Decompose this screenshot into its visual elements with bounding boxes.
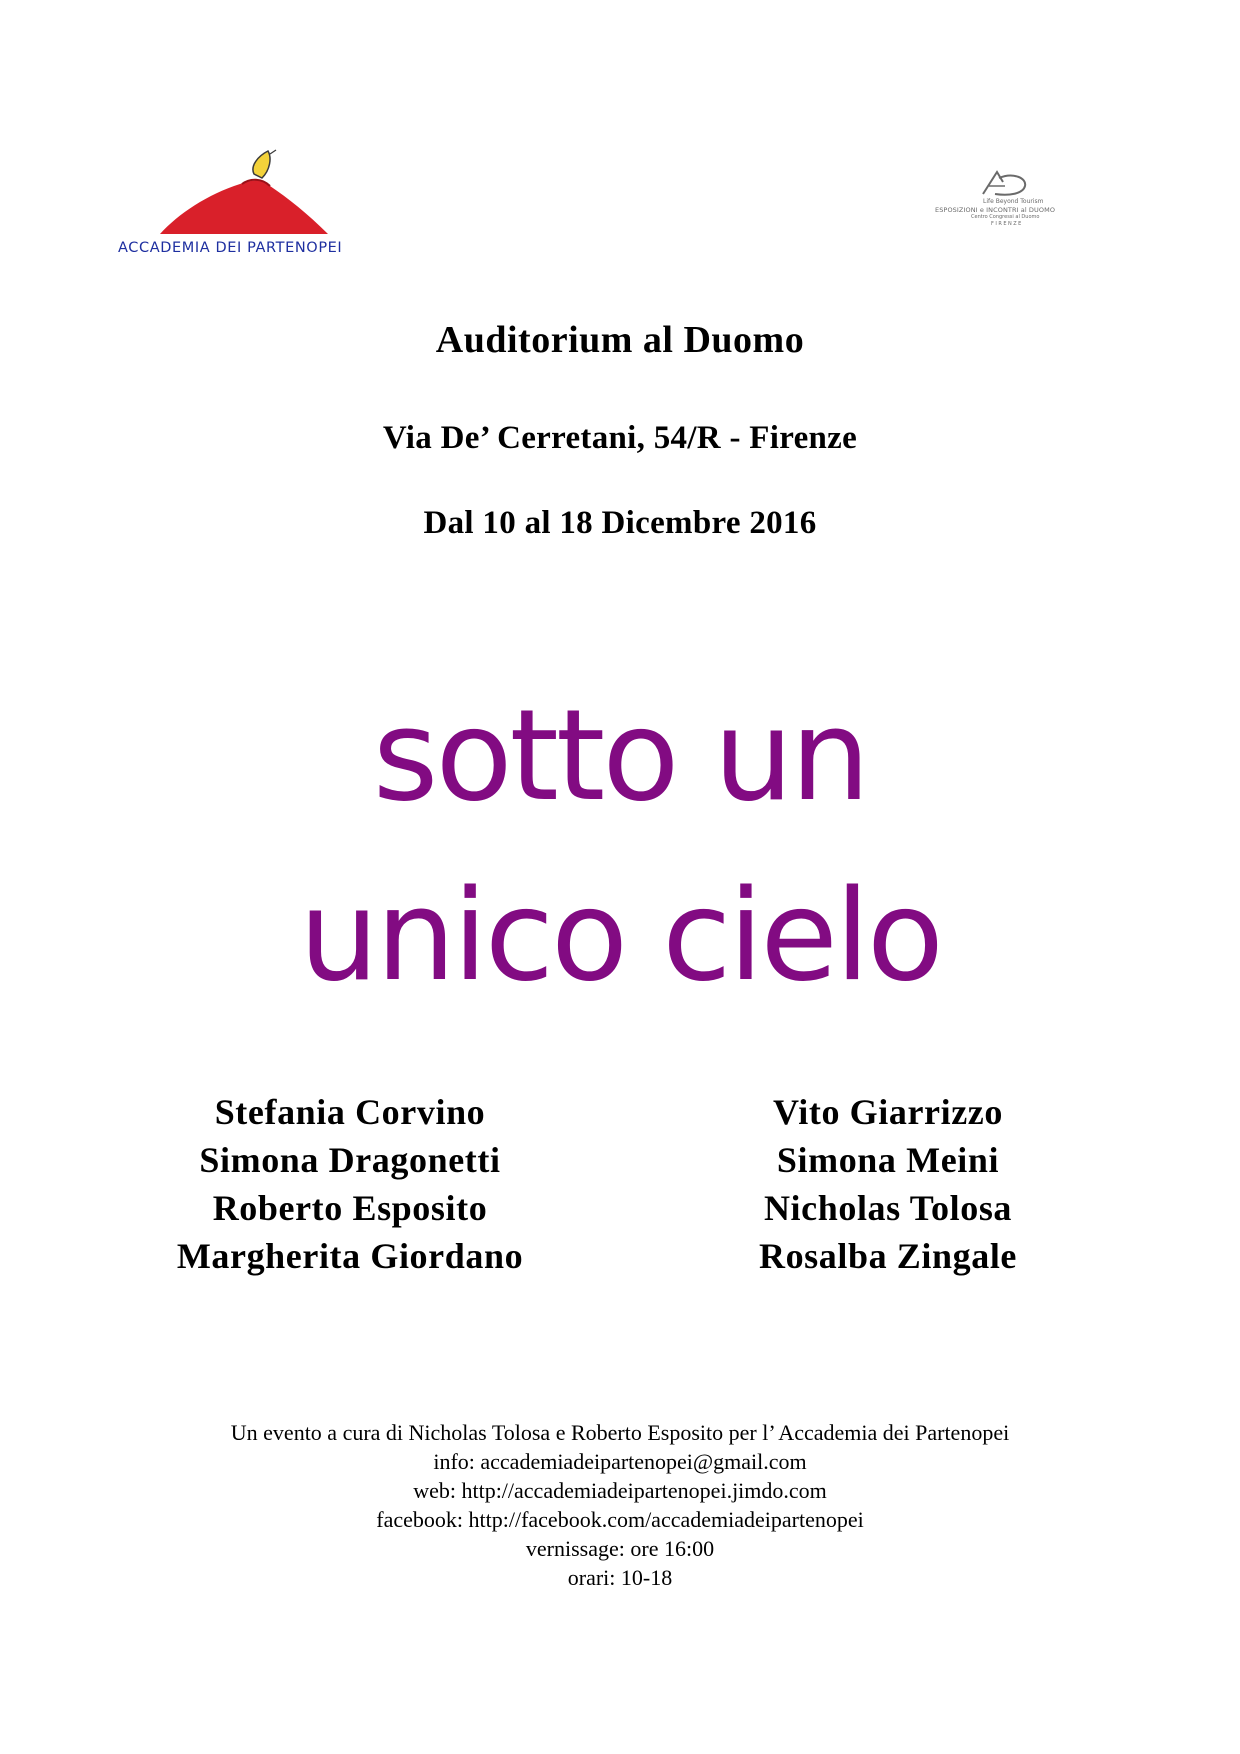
- volcano-icon: [158, 148, 338, 240]
- website-link: web: http://accademiadeipartenopei.jimdo.com: [413, 1478, 827, 1503]
- auditorium-logo-city: FIRENZE: [991, 221, 1023, 227]
- auditorium-logo: [935, 168, 1085, 238]
- artist-name: Nicholas Tolosa: [763, 1188, 1013, 1228]
- artist-name: Stefania Corvino: [214, 1092, 486, 1132]
- exhibition-title-line-1: sotto un: [372, 682, 868, 829]
- curators-line: Un evento a cura di Nicholas Tolosa e Roberto Esposito per l’ Accademia dei Partenopei: [230, 1420, 1010, 1445]
- opening-hours: orari: 10-18: [567, 1565, 673, 1590]
- venue-name: Auditorium al Duomo: [435, 319, 805, 361]
- venue-address: Via De’ Cerretani, 54/R - Firenze: [382, 420, 858, 456]
- auditorium-logo-subname: Centro Congressi al Duomo: [971, 214, 1040, 220]
- facebook-link: facebook: http://facebook.com/accademiadeipartenopei: [376, 1507, 864, 1532]
- vernissage-time: vernissage: ore 16:00: [525, 1536, 715, 1561]
- accademia-logo-label: ACCADEMIA DEI PARTENOPEI: [118, 240, 343, 256]
- artist-list-right: [638, 1088, 1138, 1280]
- event-dates: Dal 10 al 18 Dicembre 2016: [423, 505, 817, 541]
- auditorium-logo-name: ESPOSIZIONI e INCONTRI al DUOMO: [935, 206, 1056, 214]
- ad-monogram-icon: [979, 168, 1039, 198]
- artist-name: Rosalba Zingale: [758, 1236, 1018, 1276]
- artist-name: Margherita Giordano: [176, 1236, 524, 1276]
- artist-name: Roberto Esposito: [212, 1188, 488, 1228]
- artist-name: Vito Giarrizzo: [773, 1092, 1003, 1132]
- artist-list-left: [100, 1088, 600, 1280]
- event-footer: [0, 1418, 1240, 1592]
- artist-name: Simona Dragonetti: [199, 1140, 501, 1180]
- exhibition-title-line-2: unico cielo: [298, 862, 942, 1009]
- accademia-logo: [118, 148, 378, 260]
- info-email: info: accademiadeipartenopei@gmail.com: [433, 1449, 807, 1474]
- artist-name: Simona Meini: [776, 1140, 1000, 1180]
- auditorium-logo-tagline: Life Beyond Tourism: [983, 198, 1044, 205]
